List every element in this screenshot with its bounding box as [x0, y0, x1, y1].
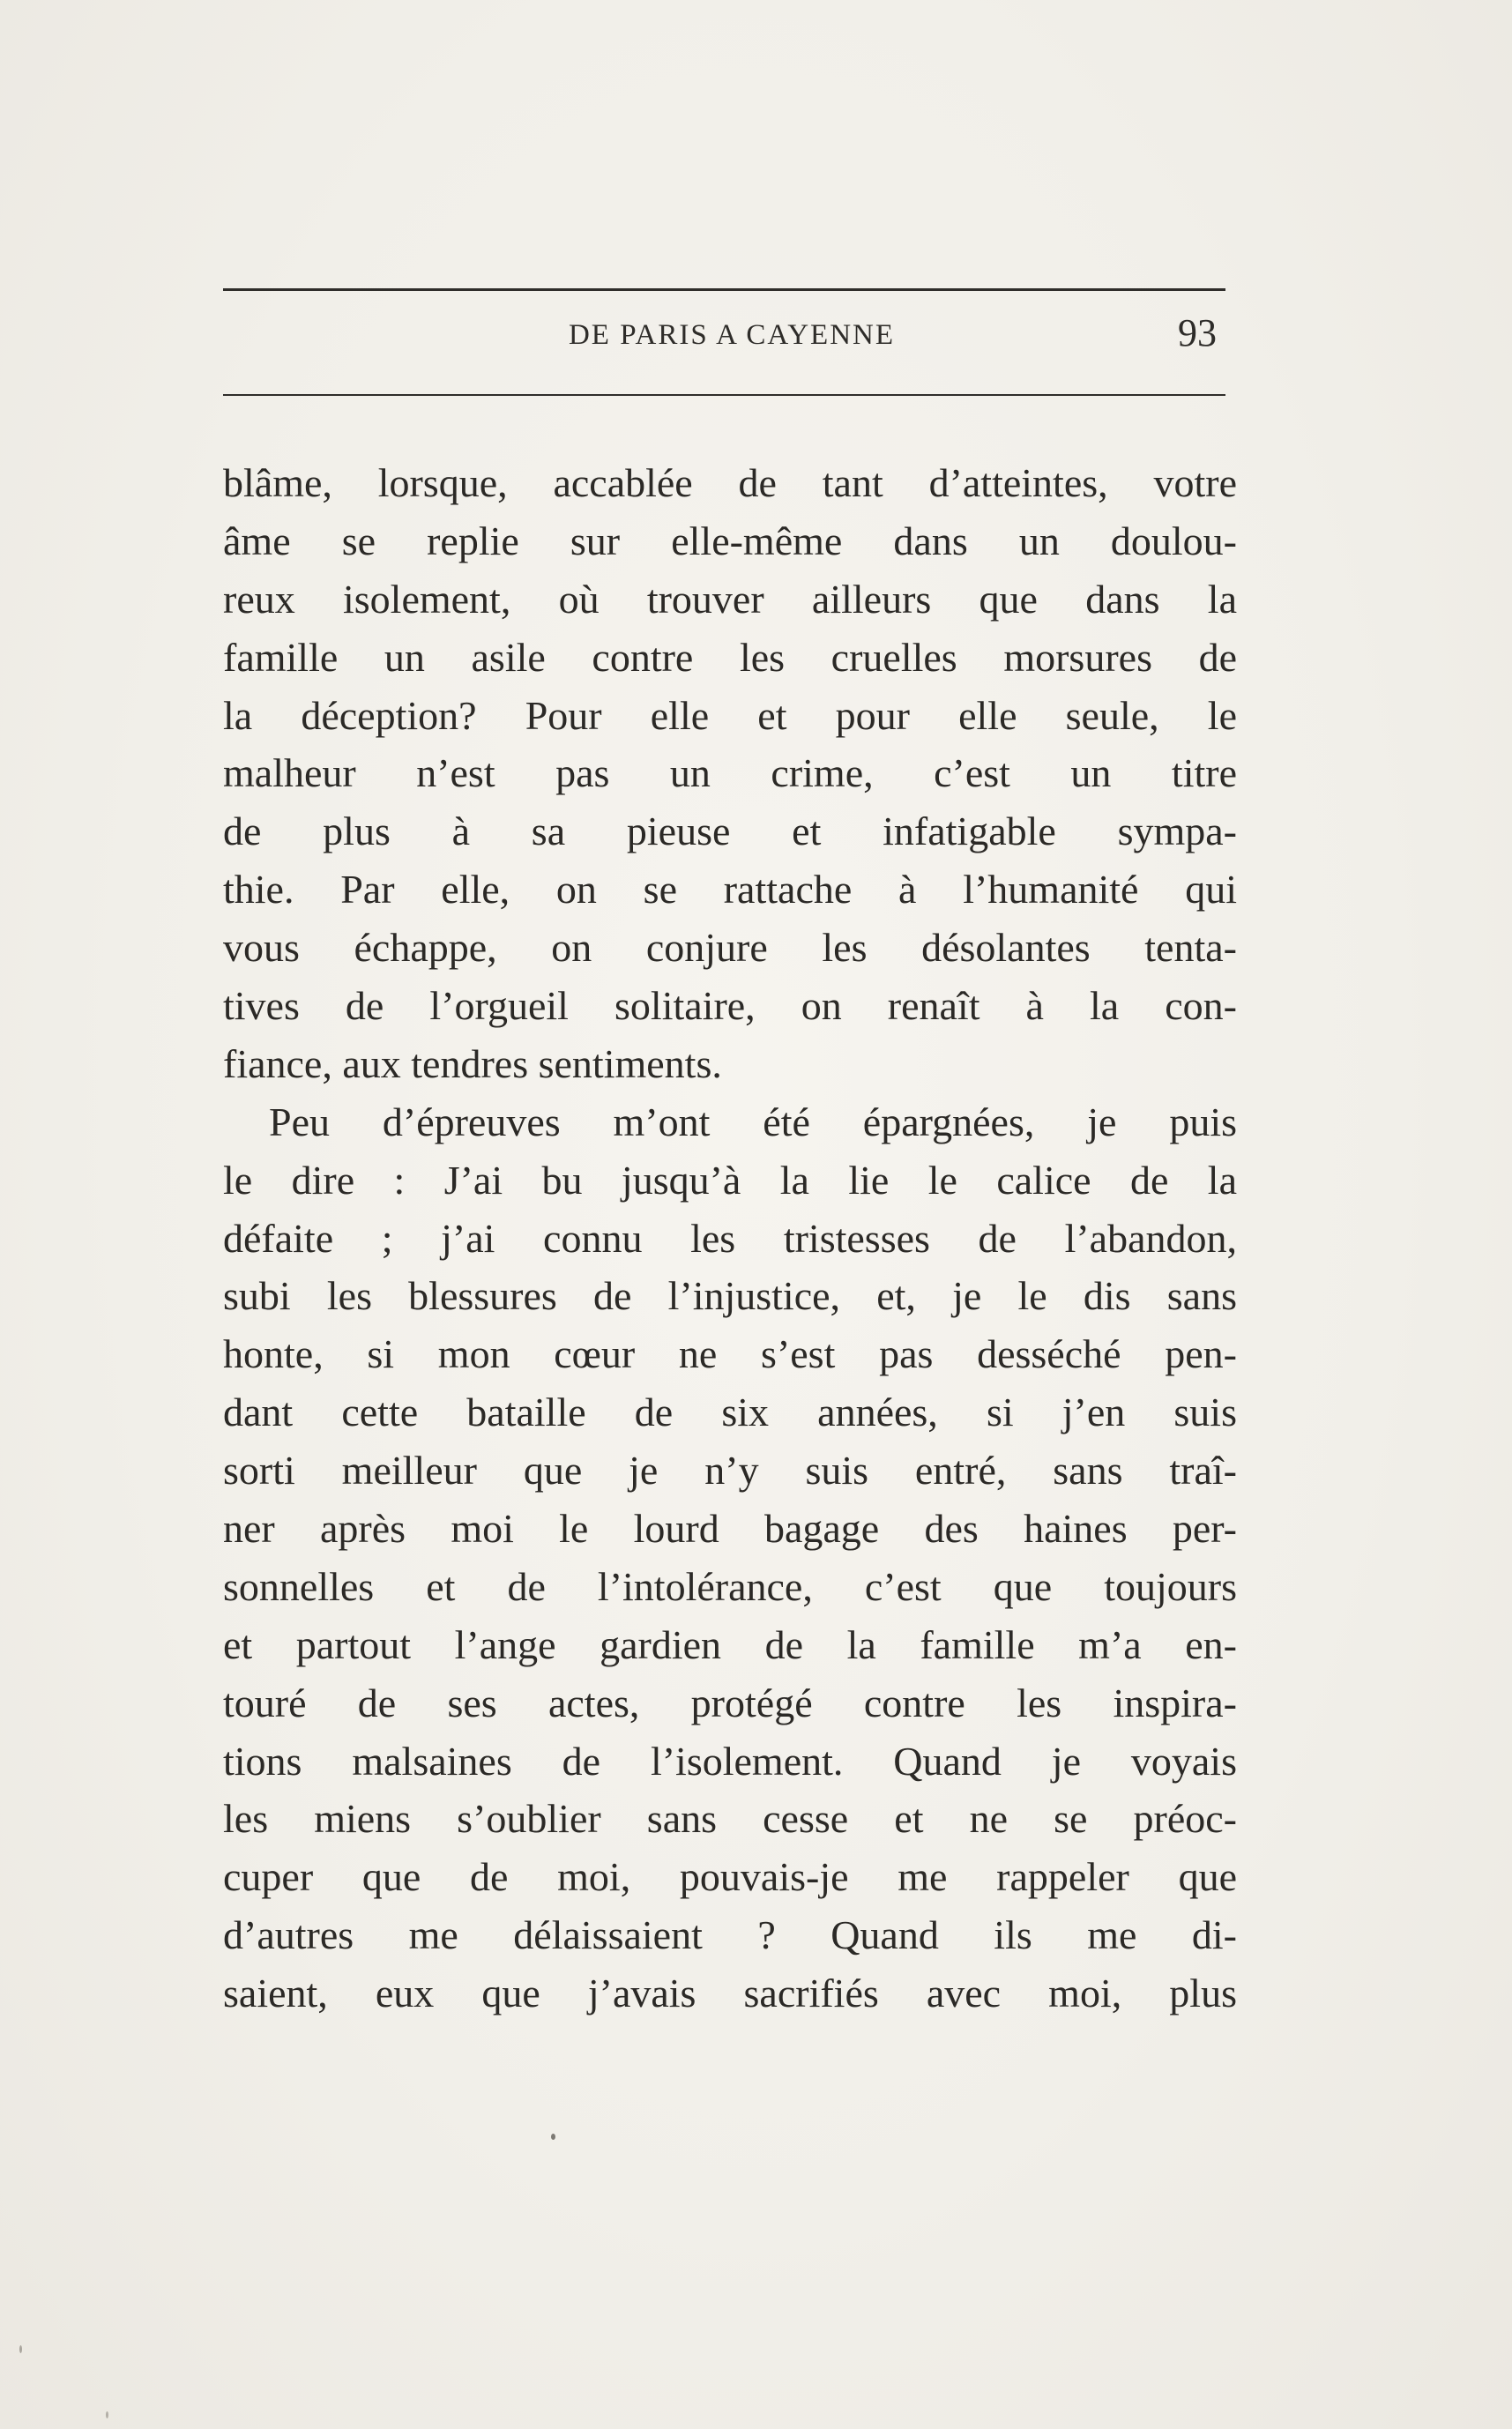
paper-speck: [106, 2411, 108, 2418]
text-line: d’autres me délaissaient ? Quand ils me di-: [223, 1912, 1237, 1958]
text-line: thie. Par elle, on se rattache à l’humanité qui: [223, 867, 1237, 913]
text-line: touré de ses actes, protégé contre les inspira-: [223, 1680, 1237, 1725]
text-line: famille un asile contre les cruelles morsures de: [223, 634, 1237, 680]
body-text: [223, 454, 1237, 2023]
text-line: ner après moi le lourd bagage des haines per-: [223, 1506, 1237, 1552]
header-bottom-rule: [223, 394, 1225, 396]
text-line: malheur n’est pas un crime, c’est un titre: [223, 750, 1237, 796]
text-line: défaite ; j’ai connu les tristesses de l’abandon,: [223, 1215, 1237, 1261]
running-title: DE PARIS A CAYENNE: [568, 319, 896, 351]
page-number: 93: [1178, 311, 1217, 354]
text-line: et partout l’ange gardien de la famille m’a en-: [223, 1621, 1237, 1667]
paragraph-last-line: fiance, aux tendres sentiments.: [223, 1040, 722, 1086]
text-line: la déception? Pour elle et pour elle seule, le: [223, 692, 1237, 738]
text-line: sorti meilleur que je n’y suis entré, sans traî-: [223, 1448, 1237, 1494]
text-line: sonnelles et de l’intolérance, c’est que toujours: [223, 1563, 1237, 1609]
text-line: dant cette bataille de six années, si j’en suis: [223, 1390, 1237, 1435]
text-line: le dire : J’ai bu jusqu’à la lie le calice de la: [223, 1157, 1237, 1203]
paragraph-first-line: Peu d’épreuves m’ont été épargnées, je puis: [269, 1099, 1237, 1144]
paper-speck: [19, 2345, 22, 2353]
text-line: blâme, lorsque, accablée de tant d’atteintes, votre: [223, 460, 1237, 505]
header-top-rule: [223, 288, 1225, 291]
text-line: reux isolement, où trouver ailleurs que dans la: [223, 576, 1237, 622]
text-line: âme se replie sur elle-même dans un doulou-: [223, 518, 1237, 563]
text-line: subi les blessures de l’injustice, et, je le dis sans: [223, 1273, 1237, 1319]
text-line: tives de l’orgueil solitaire, on renaît à la con-: [223, 983, 1237, 1029]
text-line: tions malsaines de l’isolement. Quand je voyais: [223, 1738, 1237, 1784]
paper-speck: [551, 2134, 555, 2140]
text-line: honte, si mon cœur ne s’est pas desséché pen-: [223, 1331, 1237, 1377]
text-line: les miens s’oublier sans cesse et ne se préoc-: [223, 1796, 1237, 1842]
text-line: saient, eux que j’avais sacrifiés avec moi, plus: [223, 1971, 1237, 2016]
text-line: de plus à sa pieuse et infatigable sympa-: [223, 808, 1237, 854]
text-line: vous échappe, on conjure les désolantes tenta-: [223, 925, 1237, 971]
text-line: cuper que de moi, pouvais-je me rappeler que: [223, 1854, 1237, 1900]
